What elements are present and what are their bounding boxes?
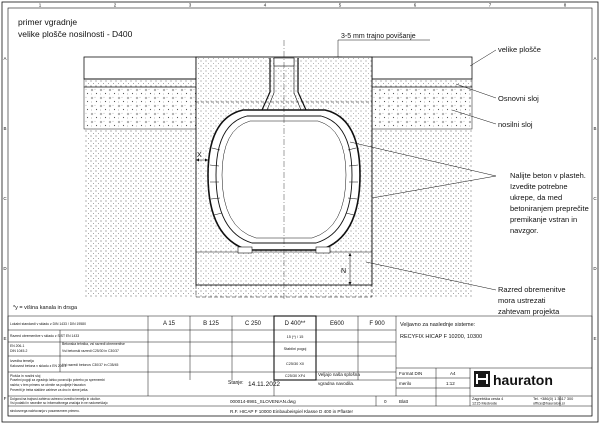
grid-letter: E <box>3 336 7 341</box>
row-label: Izvedba temelja <box>10 359 34 363</box>
drawing-title-line1: primer vgradnje <box>18 17 78 27</box>
logo-wordmark: hauraton <box>493 372 553 388</box>
callout-load-class-note <box>498 285 566 316</box>
date-value: 14.11.2022 <box>248 381 281 388</box>
note-line: strokovnega načrtovanja v posameznem primeru. <box>10 409 80 413</box>
grid-letter: B <box>3 126 7 131</box>
address-line: Zagrebška cesta 4 <box>472 397 504 401</box>
callout-concrete-line: premikanje vstran in <box>510 215 578 224</box>
callout-concrete-line: ukrepe, da med <box>510 193 563 202</box>
product-label: Veljavno za naslednje sisteme: <box>400 322 476 328</box>
callout-bearing-layer: nosilni sloj <box>498 120 533 129</box>
notes-block <box>10 378 108 413</box>
drawing-title-line2: velike plošče nosilnosti - D400 <box>18 29 133 39</box>
subgrade-left <box>84 129 196 297</box>
grid-number: 1 <box>38 2 42 8</box>
base-layer-left <box>84 87 196 129</box>
callout-load-line: Razred obremenitve <box>498 285 566 294</box>
scale-value: 1:12 <box>446 381 455 386</box>
load-class-d400: D 400** <box>284 321 306 327</box>
callout-concrete-line: betoniranjem preprečite <box>510 204 589 213</box>
note-line: Dolgoročna trajnost zahteva ustrezno izvedbo temelja in okolice. <box>10 397 101 401</box>
grid-letter: D <box>3 266 7 271</box>
hauraton-logo <box>474 371 553 388</box>
validity-note: vgradna navodila. <box>318 381 355 386</box>
grid-letter: A <box>593 56 597 61</box>
base-layer-right <box>372 87 472 129</box>
grid-letter: F <box>3 396 7 401</box>
grid-numbers-top <box>39 3 567 8</box>
grid-letter: E <box>593 336 597 341</box>
row-value: Betonska tehnika, vsi razredi obremenitve <box>62 342 125 346</box>
load-class-e600: E600 <box>329 321 345 327</box>
grid-number: 4 <box>263 2 267 8</box>
grid-letter: C <box>3 196 7 201</box>
grid-number: 5 <box>338 2 342 8</box>
callout-base-layer: Osnovni sloj <box>498 94 539 103</box>
grid-number: 8 <box>563 2 567 8</box>
row-label: EN 206-1 <box>10 344 25 348</box>
grid-number: 7 <box>488 2 492 8</box>
address-block <box>472 397 573 406</box>
spec-value: 15 (*) / 15 <box>286 335 304 339</box>
sheet-label: Blatt <box>399 399 409 404</box>
format-label: Format DIN <box>399 371 423 376</box>
tolerance-note: 3-5 mm trajno povišanje <box>341 33 416 40</box>
drawing-title-caption: R.F. HICAP F 10000 Einbaubeispiel Klasse D 400 in Pflaster <box>230 409 353 414</box>
callout-concrete-line: Izvedite potrebne <box>510 182 568 191</box>
note-line: načrta; v tem primeru se obrnite na podjetje Hauraton <box>10 383 86 387</box>
address-line: 1215 Medvode <box>472 401 498 406</box>
load-class-a15: A 15 <box>162 321 176 327</box>
email: office@hauraton.si <box>533 401 565 406</box>
grid-letter: B <box>593 126 597 131</box>
row-label: Razred obremenitve v skladu z SIST EN 1433 <box>10 334 80 338</box>
doc-index: 0 <box>384 399 387 404</box>
spec-value: Stabilni pogoj <box>283 347 307 351</box>
product-name: RECYFIX HICAP F 10200, 10300 <box>400 334 483 340</box>
bedding-layer-right <box>372 79 472 87</box>
validity-note: Veljajo naša splošna <box>318 372 360 377</box>
load-class-c250: C 250 <box>244 321 262 327</box>
callout-slab: velike plošče <box>498 45 541 54</box>
row-values <box>62 342 125 367</box>
row-label: Plošča in nosilni sloj <box>10 374 41 378</box>
dimension-x-label: X <box>197 152 202 159</box>
tolerance-callout <box>334 33 430 57</box>
note-line: Posebni pogoji za vgradnjo lahko povzročijo potrebo po spremembi <box>10 378 105 382</box>
row-label: DIN 1045-2 <box>10 349 28 353</box>
spec-value: C25/30 XF4 <box>284 374 306 378</box>
row-value: Vsi betonski razredi C25/30 in C30/37 <box>62 349 119 353</box>
row-label: Kakovost betona v skladu z EN 206-1 <box>10 364 67 368</box>
row-value: Vsi razredi betonov C30/37 in C35/45 <box>62 363 119 367</box>
date-label: Stanje: <box>228 380 244 386</box>
doc-number: 000014-8981_SLOVENIAN.dwg <box>230 399 296 404</box>
phone: Tel. +386(0) 1 3617 300 <box>533 397 574 401</box>
callout-concrete-line: Nalijte beton v plasteh. <box>510 171 586 180</box>
grid-number: 2 <box>113 2 117 8</box>
callout-concrete-note <box>510 171 589 235</box>
grid-letter: D <box>593 266 597 271</box>
format-value: A4 <box>450 371 456 376</box>
load-class-b125: B 125 <box>203 321 219 327</box>
spec-values <box>284 335 307 378</box>
load-class-f900: F 900 <box>369 321 385 327</box>
footnote: *y = višina kanala in drsga <box>13 305 78 311</box>
note-line: Preveriti je treba statične zahteve za dno in stene jarka. <box>10 388 89 392</box>
row-label: Lokalni standardi v skladu z DIN 1433 / DIN 19580 <box>10 322 86 326</box>
grid-letter: C <box>593 196 597 201</box>
spec-value: C25/30 X0 <box>286 362 304 366</box>
grid-number: 6 <box>413 2 417 8</box>
note-line: Vsi podatki in navedbe so informativnega značaja in ne nadomeščajo <box>10 401 108 405</box>
callout-load-line: mora ustrezati <box>498 296 546 305</box>
grid-number: 3 <box>188 2 192 8</box>
dimension-n-label: N <box>341 268 347 275</box>
subgrade-right <box>372 129 472 297</box>
scale-label: merilo <box>399 381 412 386</box>
bedding-layer-left <box>84 79 196 87</box>
callout-concrete-line: navzgor. <box>510 226 539 235</box>
callout-load-line: zahtevam projekta <box>498 307 560 316</box>
grid-letter: A <box>3 56 7 61</box>
